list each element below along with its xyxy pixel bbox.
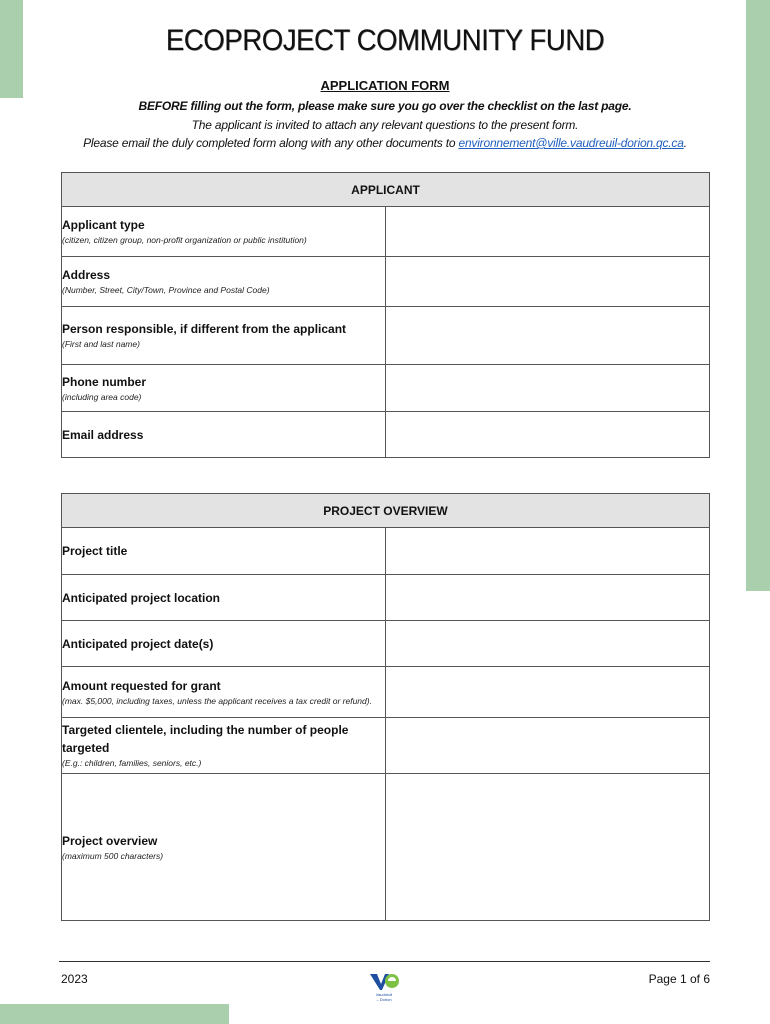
table-row — [62, 575, 710, 621]
footer-year: 2023 — [61, 972, 88, 986]
project-location-field[interactable] — [386, 575, 710, 621]
targeted-clientele-label-cell — [62, 718, 386, 774]
project-overview-label-cell — [62, 774, 386, 921]
grant-amount-field[interactable] — [386, 667, 710, 718]
table-row — [62, 774, 710, 921]
intro-checklist-note: BEFORE filling out the form, please make sure you go over the checklist on the last page. — [138, 99, 632, 113]
svg-text:– Dorion: – Dorion — [376, 997, 392, 1002]
email-label-cell — [62, 412, 386, 458]
table-row — [62, 207, 710, 257]
applicant-table — [61, 172, 710, 458]
form-subtitle: APPLICATION FORM — [320, 78, 450, 93]
table-row — [62, 307, 710, 365]
decorative-green-bar-bottom — [0, 1004, 229, 1024]
applicant-type-label-cell — [62, 207, 386, 257]
field-label: Project title — [62, 544, 128, 558]
svg-text:Vaudreuil: Vaudreuil — [375, 992, 393, 997]
project-overview-field[interactable] — [386, 774, 710, 921]
phone-label-cell — [62, 365, 386, 412]
footer-divider — [59, 961, 710, 962]
vaudreuil-dorion-logo — [364, 972, 404, 1002]
field-label: Person responsible, if different from the applicant — [62, 322, 347, 336]
field-label: Amount requested for grant — [62, 678, 221, 693]
page-number: Page 1 of 6 — [648, 972, 710, 986]
field-label: Applicant type — [62, 218, 145, 232]
intro-email-prefix: Please email the duly completed form along with any other documents to — [83, 136, 459, 150]
applicant-type-field[interactable] — [386, 207, 710, 257]
intro-email-suffix: . — [683, 136, 687, 150]
field-label: Address — [62, 268, 111, 282]
field-hint: (max. $5,000, including taxes, unless the applicant receives a tax credit or refund). — [62, 695, 372, 706]
project-dates-label-cell — [62, 621, 386, 667]
project-dates-field[interactable] — [386, 621, 710, 667]
project-title-field[interactable] — [386, 528, 710, 575]
field-label: Phone number — [62, 374, 147, 389]
field-hint: (First and last name) — [62, 339, 140, 349]
table-row — [62, 621, 710, 667]
person-responsible-field[interactable] — [386, 307, 710, 365]
field-hint: (citizen, citizen group, non-profit organization or public institution) — [62, 235, 307, 245]
page-title: ECOPROJECT COMMUNITY FUND — [165, 24, 605, 57]
address-label-cell — [62, 257, 386, 307]
phone-field[interactable] — [386, 365, 710, 412]
field-hint: (Number, Street, City/Town, Province and Postal Code) — [62, 285, 270, 295]
grant-amount-label-cell — [62, 667, 386, 718]
field-hint: (E.g.: children, families, seniors, etc.) — [62, 758, 202, 768]
field-hint: (including area code) — [62, 391, 142, 402]
intro-attach-note: The applicant is invited to attach any relevant questions to the present form. — [191, 118, 579, 132]
table-row — [62, 257, 710, 307]
field-label: Email address — [62, 427, 144, 442]
table-row — [62, 412, 710, 458]
table-row — [62, 667, 710, 718]
project-overview-heading: PROJECT OVERVIEW — [62, 494, 710, 528]
person-responsible-label-cell — [62, 307, 386, 365]
intro-email-note — [0, 136, 770, 150]
table-row — [62, 718, 710, 774]
email-field[interactable] — [386, 412, 710, 458]
project-location-label-cell — [62, 575, 386, 621]
field-label: Anticipated project date(s) — [62, 636, 214, 651]
field-label: Targeted clientele, including the number of people targeted — [62, 723, 349, 755]
field-hint: (maximum 500 characters) — [62, 850, 164, 861]
address-field[interactable] — [386, 257, 710, 307]
field-label: Anticipated project location — [62, 590, 221, 605]
applicant-heading: APPLICANT — [62, 173, 710, 207]
targeted-clientele-field[interactable] — [386, 718, 710, 774]
field-label: Project overview — [62, 833, 158, 848]
project-title-label-cell — [62, 528, 386, 575]
email-link[interactable]: environnement@ville.vaudreuil-dorion.qc.ca — [458, 136, 684, 150]
table-row — [62, 528, 710, 575]
table-row — [62, 365, 710, 412]
project-overview-table — [61, 493, 710, 921]
